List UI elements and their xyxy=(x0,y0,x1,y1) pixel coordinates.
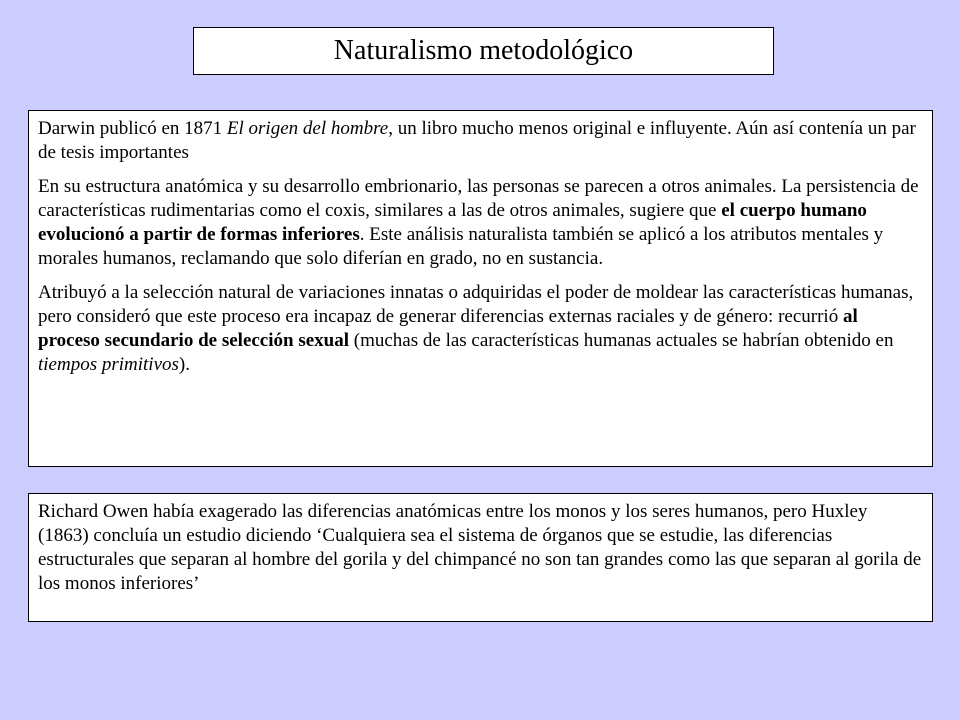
owen-huxley-text-box xyxy=(28,493,933,622)
text-run: En su estructura anatómica y su desarrollo embrionario, las personas se parecen a otros animales. La persistencia de características rudimentarias como el coxis, similares a las de otros animales, sugiere que xyxy=(38,176,919,221)
text-run: Darwin publicó en 1871 xyxy=(38,118,227,139)
text-run: (muchas de las características humanas actuales se habrían obtenido en xyxy=(349,330,894,351)
book-title-italic: El origen del hombre xyxy=(226,118,389,139)
text-run: , un libro mucho menos original e influyente. Aún así contenía un par de tesis importantes xyxy=(38,118,916,163)
paragraph-owen-huxley: Richard Owen había exagerado las diferencias anatómicas entre los monos y los seres humanos, pero Huxley (1863) concluía un estudio diciendo ‘Cualquiera sea el sistema de órganos que se estudie, las diferencias estructurales que separan al hombre del gorila y del chimpancé no son tan grandes como las que separan al gorila de los monos inferiores’ xyxy=(38,501,922,594)
italic-emphasis: tiempos primitivos xyxy=(38,354,179,375)
text-run: ). xyxy=(178,354,190,375)
slide-title: Naturalismo metodológico xyxy=(333,35,634,66)
text-run: Atribuyó a la selección natural de variaciones innatas o adquiridas el poder de moldear las características humanas, pero consideró que este proceso era incapaz de generar diferencias externas raciales y de género: recurrió xyxy=(38,282,914,327)
darwin-text-box xyxy=(28,110,933,467)
title-box xyxy=(193,27,774,75)
paragraph-natural-selection xyxy=(38,281,922,377)
paragraph-anatomy xyxy=(38,175,922,271)
bold-emphasis: al proceso secundario de selección sexual xyxy=(38,306,858,351)
paragraph-darwin-publication xyxy=(38,117,922,165)
bold-emphasis: el cuerpo humano evolucionó a partir de formas inferiores xyxy=(38,200,867,245)
text-run: . Este análisis naturalista también se aplicó a los atributos mentales y morales humanos, reclamando que solo diferían en grado, no en sustancia. xyxy=(38,224,884,269)
